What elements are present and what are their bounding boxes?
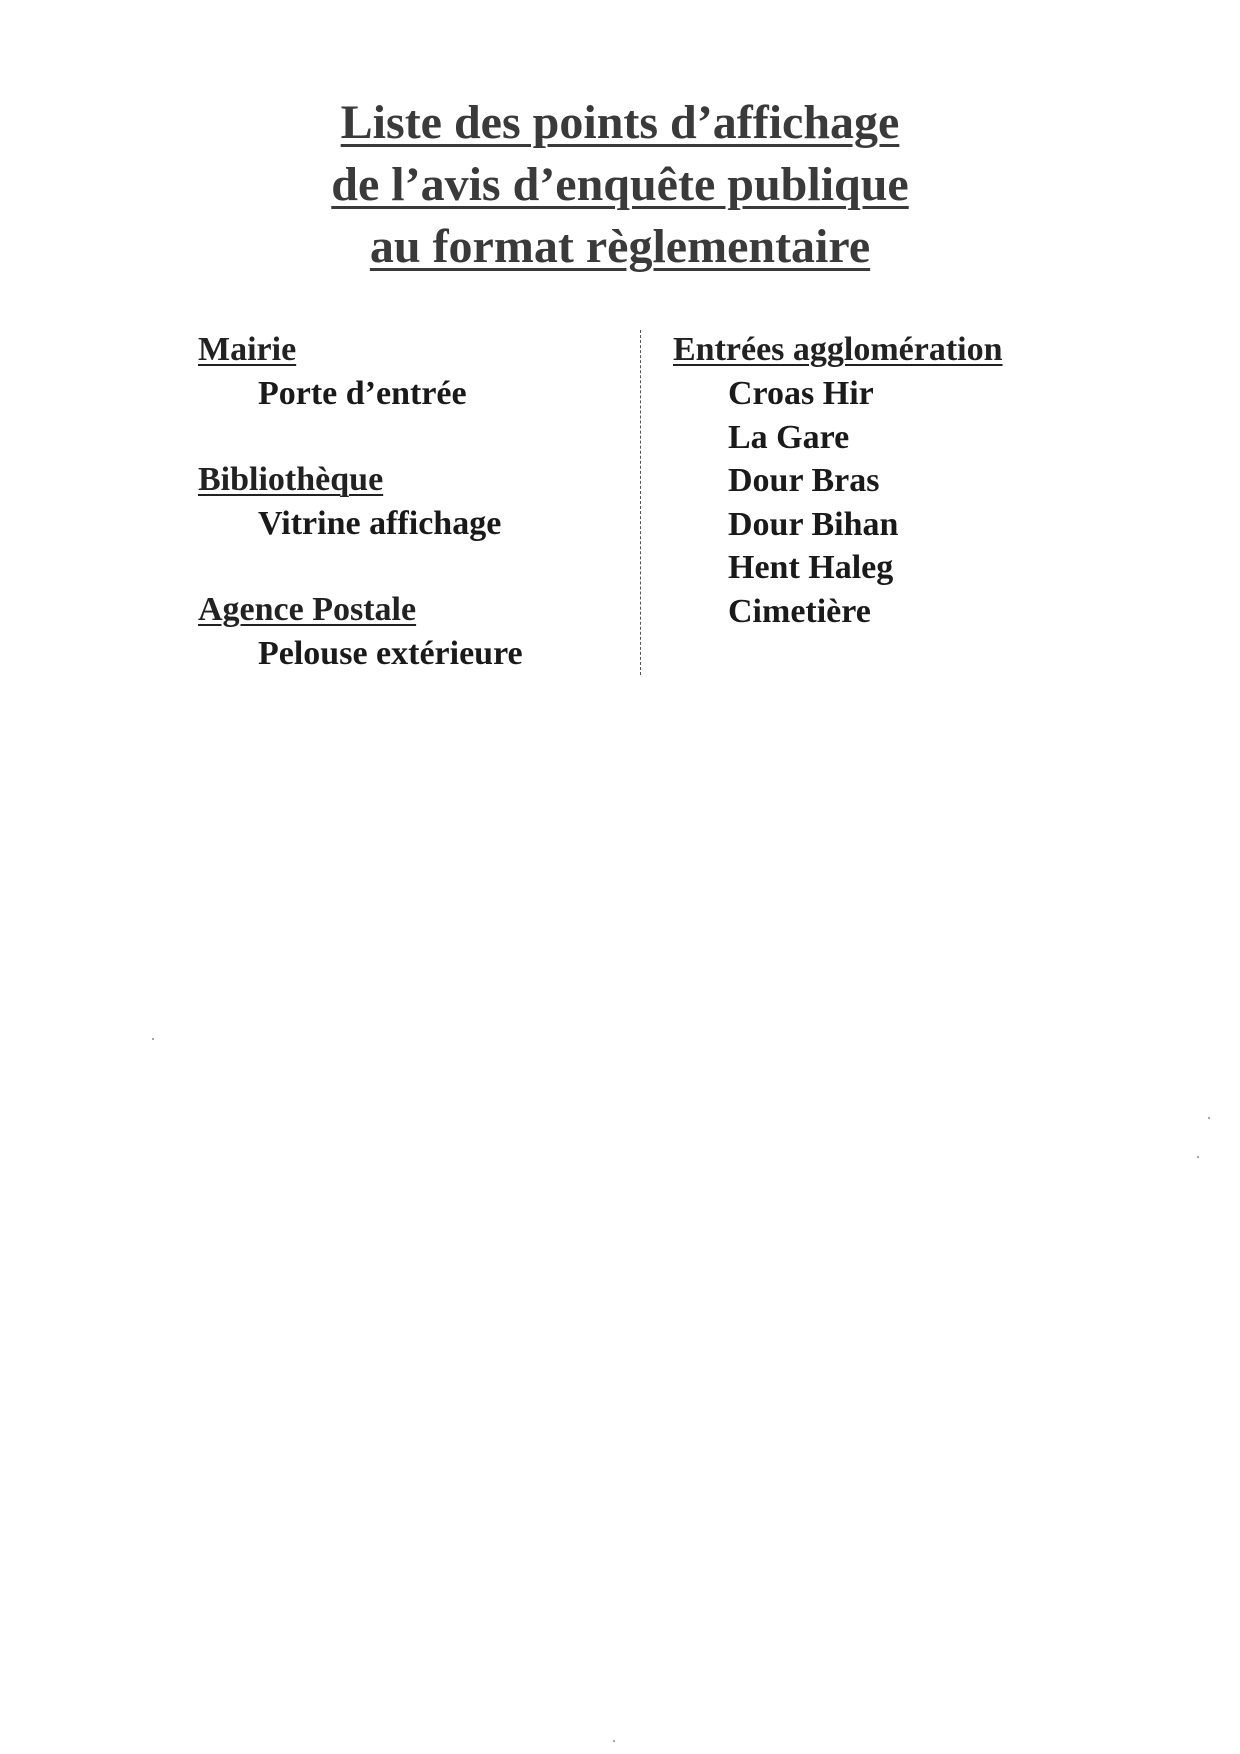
entrees-list	[673, 372, 1093, 633]
list-item: La Gare	[728, 418, 850, 456]
scan-speck	[1197, 1156, 1199, 1158]
left-column	[198, 328, 618, 718]
section-mairie	[198, 328, 618, 416]
section-heading: Mairie	[198, 331, 297, 368]
right-column	[673, 328, 1093, 633]
list-item: Dour Bihan	[728, 505, 899, 543]
scan-speck	[152, 1038, 154, 1040]
list-item: Hent Haleg	[728, 549, 894, 586]
title-line-1: Liste des points d’affichage	[340, 96, 900, 149]
section-item: Vitrine affichage	[258, 505, 502, 542]
section-item: Pelouse extérieure	[258, 635, 523, 672]
list-item: Dour Bras	[728, 462, 880, 499]
document-title	[0, 92, 1240, 278]
title-line-3: au format règlementaire	[369, 220, 871, 273]
list-item: Cimetière	[728, 592, 871, 630]
section-heading-entrees: Entrées agglomération	[673, 331, 1003, 368]
section-agence-postale	[198, 588, 618, 676]
title-line-2: de l’avis d’enquête publique	[331, 158, 909, 211]
list-item: Croas Hir	[728, 375, 874, 412]
scan-speck	[1208, 1117, 1210, 1119]
section-bibliotheque	[198, 458, 618, 546]
section-heading: Agence Postale	[198, 591, 417, 628]
section-heading: Bibliothèque	[198, 461, 384, 498]
scan-speck	[613, 1740, 615, 1742]
section-item: Porte d’entrée	[258, 375, 467, 412]
column-divider	[640, 330, 641, 675]
